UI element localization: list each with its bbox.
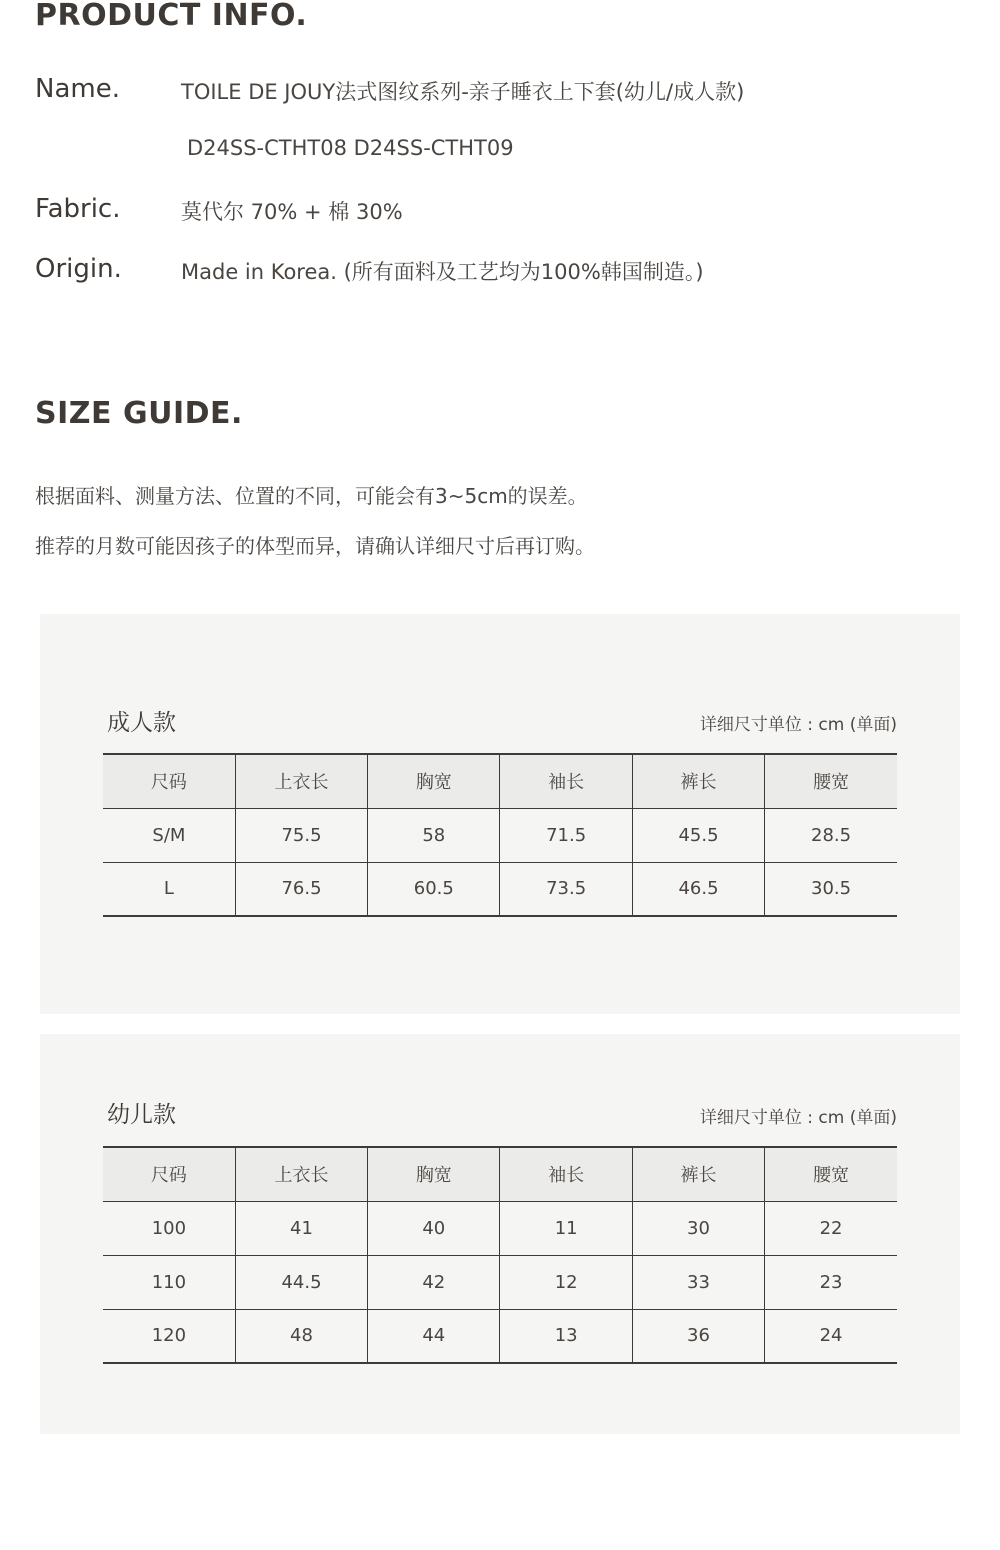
table-cell: 13	[500, 1309, 632, 1363]
header-cell: 上衣长	[235, 1147, 367, 1201]
table-cell: 45.5	[632, 808, 764, 862]
table-cell: 23	[765, 1255, 897, 1309]
table-cell: 46.5	[632, 862, 764, 916]
table-cell: 120	[151, 1325, 187, 1347]
header-cell: 腰宽	[765, 1147, 897, 1201]
header-cell: 裤长	[632, 754, 764, 808]
origin-label: Origin.	[35, 254, 122, 284]
name-label: Name.	[35, 74, 120, 104]
size-note-1: 根据面料、测量方法、位置的不同，可能会有3~5cm的误差。	[35, 484, 588, 508]
table-cell: 110	[151, 1271, 187, 1293]
fabric-value: 莫代尔 70% + 棉 30%	[181, 200, 403, 224]
adult-table-heading: 成人款	[107, 710, 176, 736]
size-note-2: 推荐的月数可能因孩子的体型而异，请确认详细尺寸后再订购。	[35, 534, 595, 558]
table-cell: 28.5	[765, 808, 897, 862]
size-guide-title: SIZE GUIDE.	[35, 396, 243, 431]
table-cell: 60.5	[368, 862, 500, 916]
table-row	[103, 862, 897, 916]
table-cell: 44.5	[235, 1255, 367, 1309]
kid-size-table	[103, 1146, 897, 1364]
table-cell: 30.5	[765, 862, 897, 916]
header-cell: 上衣长	[235, 754, 367, 808]
kid-unit-note: 详细尺寸单位 : cm (单面)	[699, 1108, 897, 1128]
table-cell: 58	[368, 808, 500, 862]
kid-size-panel	[40, 1034, 960, 1434]
table-cell: 100	[151, 1217, 187, 1239]
header-cell: 尺码	[150, 1165, 187, 1187]
adult-size-table	[103, 753, 897, 917]
product-codes: D24SS-CTHT08 D24SS-CTHT09	[187, 136, 514, 160]
table-cell: 33	[632, 1255, 764, 1309]
adult-unit-note: 详细尺寸单位 : cm (单面)	[699, 715, 897, 735]
table-cell: 42	[368, 1255, 500, 1309]
table-cell: L	[163, 878, 174, 900]
table-cell: 22	[765, 1201, 897, 1255]
header-cell: 胸宽	[368, 1147, 500, 1201]
table-cell: 36	[632, 1309, 764, 1363]
table-row	[103, 1255, 897, 1309]
table-row	[103, 1201, 897, 1255]
header-cell: 腰宽	[765, 754, 897, 808]
table-cell: 75.5	[235, 808, 367, 862]
header-cell: 袖长	[500, 754, 632, 808]
table-cell: 44	[368, 1309, 500, 1363]
table-cell: 41	[235, 1201, 367, 1255]
header-cell: 袖长	[500, 1147, 632, 1201]
table-row	[103, 1309, 897, 1363]
table-cell: 30	[632, 1201, 764, 1255]
table-cell: 12	[500, 1255, 632, 1309]
table-cell: 24	[765, 1309, 897, 1363]
header-cell: 尺码	[150, 772, 187, 794]
table-cell: 71.5	[500, 808, 632, 862]
adult-size-panel	[40, 614, 960, 1014]
table-row	[103, 808, 897, 862]
kid-table-heading: 幼儿款	[107, 1102, 176, 1128]
table-cell: 48	[235, 1309, 367, 1363]
table-header-row	[103, 1147, 897, 1201]
name-value: TOILE DE JOUY法式图纹系列-亲子睡衣上下套(幼儿/成人款)	[181, 80, 745, 104]
table-cell: 76.5	[235, 862, 367, 916]
header-cell: 胸宽	[368, 754, 500, 808]
table-cell: 40	[368, 1201, 500, 1255]
table-cell: 11	[500, 1201, 632, 1255]
table-cell: 73.5	[500, 862, 632, 916]
fabric-label: Fabric.	[35, 194, 121, 224]
origin-value: Made in Korea. (所有面料及工艺均为100%韩国制造。)	[181, 260, 704, 284]
header-cell: 裤长	[632, 1147, 764, 1201]
table-cell: S/M	[152, 824, 186, 846]
table-header-row	[103, 754, 897, 808]
product-info-title: PRODUCT INFO.	[35, 0, 308, 33]
